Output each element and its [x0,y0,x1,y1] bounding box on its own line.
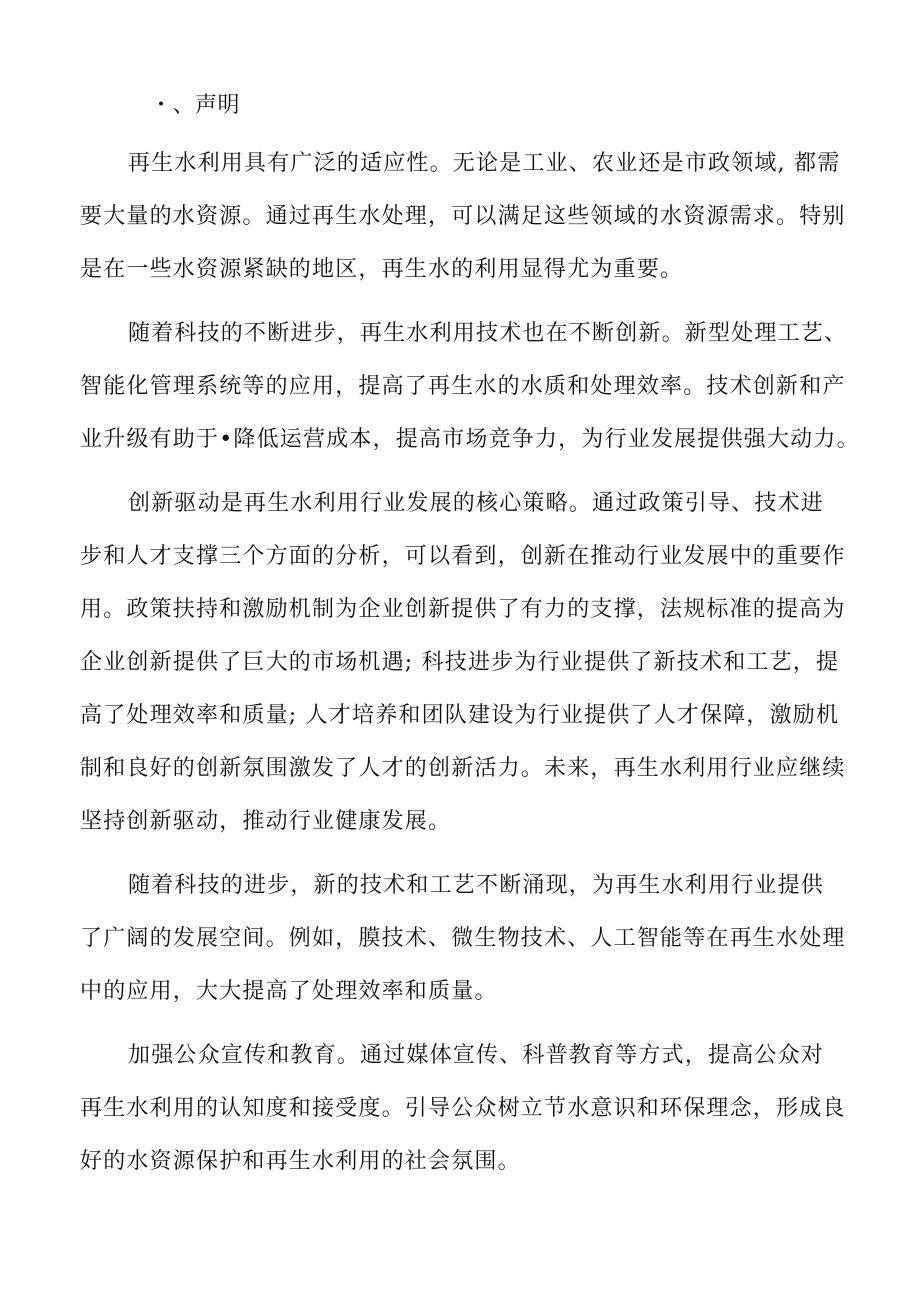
paragraph-5-line-2: 再生水利用的认知度和接受度。引导公众树立节水意识和环保理念，形成良 [80,1096,846,1121]
paragraph-4-line-3: 中的应用，大大提高了处理效率和质量。 [80,979,498,1004]
paragraph-5-line-3: 好的水资源保护和再生水利用的社会氛围。 [80,1149,521,1174]
paragraph-3-line-5: 高了处理效率和质量; 人才培养和团队建设为行业提供了人才保障，激励机 [80,703,840,728]
paragraph-2-line-1: 随着科技的不断进步，再生水利用技术也在不断创新。新型处理工艺、 [128,321,848,346]
section-heading: ・、声明 [150,93,241,118]
paragraph-4-line-2: 了广阔的发展空间。例如，膜技术、微生物技术、人工智能等在再生水处理 [80,926,846,951]
paragraph-3-line-6: 制和良好的创新氛围激发了人才的创新活力。未来，再生水利用行业应继续 [80,756,846,781]
paragraph-5-line-1: 加强公众宣传和教育。通过媒体宣传、科普教育等方式，提高公众对 [128,1043,825,1068]
paragraph-3-line-2: 步和人才支撑三个方面的分析，可以看到，创新在推动行业发展中的重要作 [80,544,846,569]
paragraph-2-line-2: 智能化管理系统等的应用，提高了再生水的水质和处理效率。技术创新和产 [80,374,846,399]
paragraph-1-line-2: 要大量的水资源。通过再生水处理，可以满足这些领域的水资源需求。特别 [80,204,846,229]
paragraph-3-line-3: 用。政策扶持和激励机制为企业创新提供了有力的支撑，法规标准的提高为 [80,597,846,622]
paragraph-3-line-1: 创新驱动是再生水利用行业发展的核心策略。通过政策引导、技术进 [128,491,825,516]
paragraph-1-line-3: 是在一些水资源紧缺的地区，再生水的利用显得尤为重要。 [80,257,684,282]
paragraph-1-line-1: 再生水利用具有广泛的适应性。无论是工业、农业还是市政领域, 都需 [128,151,841,176]
paragraph-3-line-7: 坚持创新驱动，推动行业健康发展。 [80,809,452,834]
paragraph-4-line-1: 随着科技的进步，新的技术和工艺不断涌现，为再生水利用行业提供 [128,873,825,898]
paragraph-3-line-4: 企业创新提供了巨大的市场机遇; 科技进步为行业提供了新技术和工艺，提 [80,650,840,675]
paragraph-2-line-3: 业升级有助于•降低运营成本，提高市场竞争力，为行业发展提供强大动力。 [80,427,860,452]
